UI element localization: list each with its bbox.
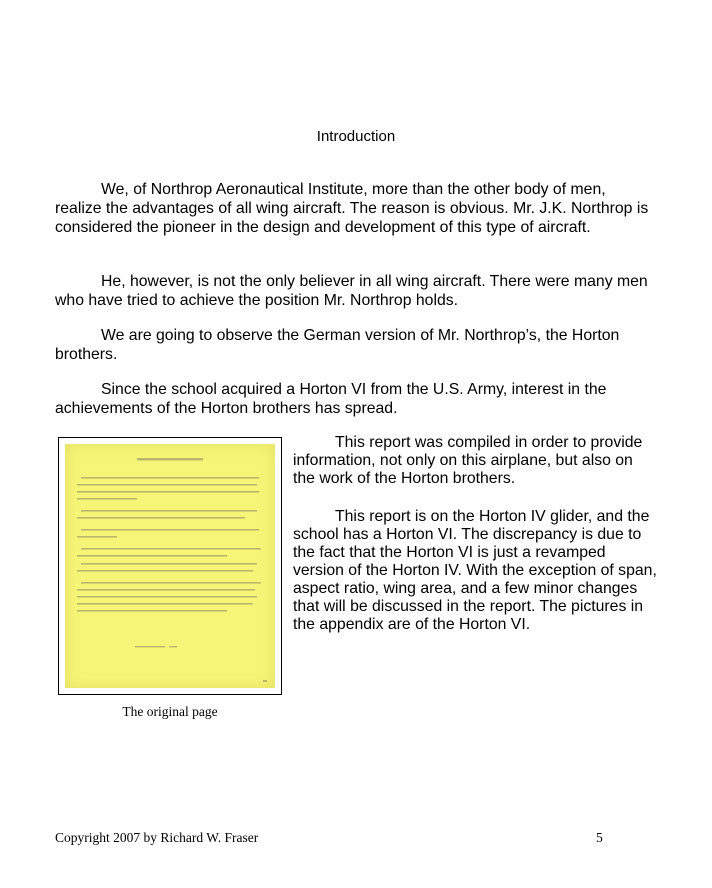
original-page-image <box>65 444 275 688</box>
page-number: 5 <box>596 830 603 845</box>
original-page-figure <box>58 437 282 695</box>
page-title: Introduction <box>316 128 396 145</box>
intro-paragraph-2: He, however, is not the only believer in all wing aircraft. There were many men who have tried to achieve the position Mr. Northrop holds. <box>55 273 648 309</box>
intro-paragraph-3: We are going to observe the German version of Mr. Northrop’s, the Horton brothers. <box>55 327 620 363</box>
figure-caption: The original page <box>122 704 218 719</box>
copyright-footer: Copyright 2007 by Richard W. Fraser <box>55 830 259 845</box>
typewritten-page-texture <box>65 444 275 688</box>
intro-paragraph-1: We, of Northrop Aeronautical Institute, more than the other body of men, realize the advantages of all wing aircraft. The reason is obvious. Mr. J.K. Northrop is considered the pioneer in the design and development of this type of aircraft. <box>55 181 649 236</box>
intro-paragraph-4: Since the school acquired a Horton VI from the U.S. Army, interest in the achievements of the Horton brothers has spread. <box>55 381 607 417</box>
side-paragraph-2: This report is on the Horton IV glider, and the school has a Horton VI. The discrepancy is due to the fact that the Horton VI is just a revamped version of the Horton IV. With the exception of span, aspect ratio, wing area, and a few minor changes that will be discussed in the report. The pictures in the appendix are of the Horton VI. <box>293 508 657 633</box>
side-paragraph-1: This report was compiled in order to provide information, not only on this airplane, but also on the work of the Horton brothers. <box>293 434 643 487</box>
